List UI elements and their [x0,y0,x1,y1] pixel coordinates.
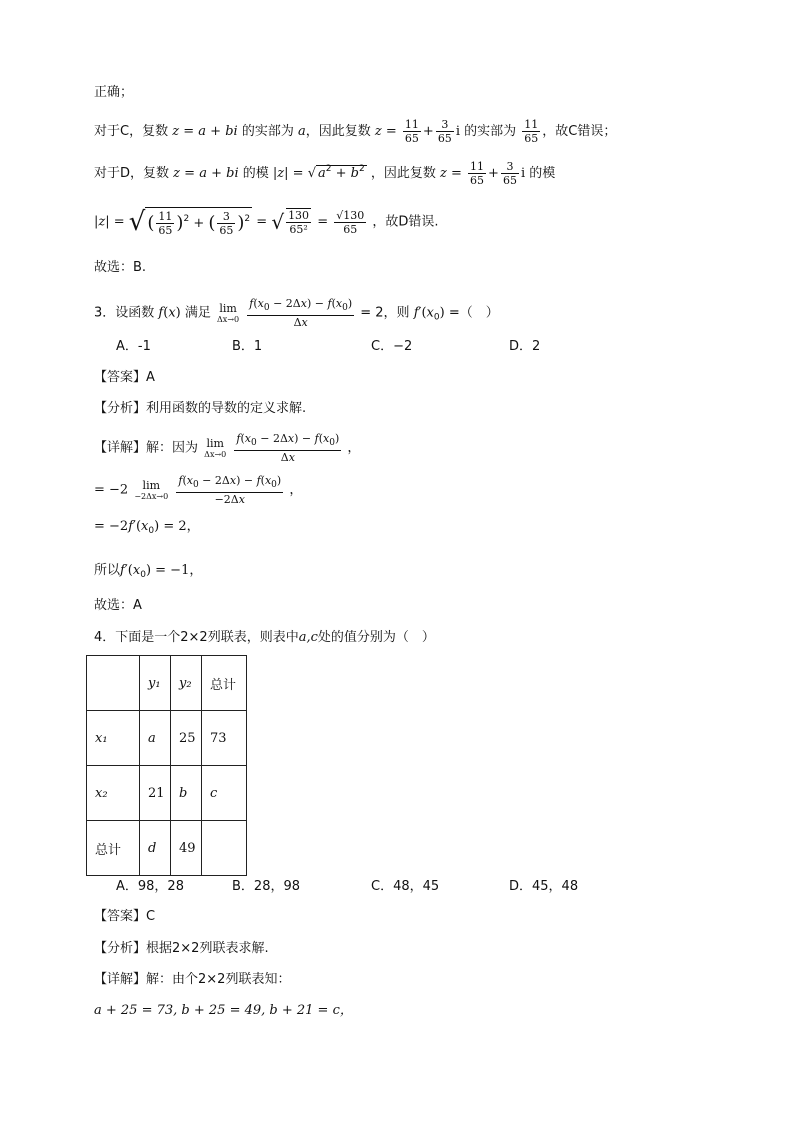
analysis-tag: 【分析】 [94,401,147,416]
q3-conclusion: 所以$f'(x_0) = -1$， [94,563,203,580]
q3-step-3: = $-2f'(x_0) = 2$， [94,519,200,536]
table-row [87,656,247,711]
detail-tag: 【详解】 [94,972,147,987]
table-cell: 总计 [202,656,247,711]
step2-prefix: = −2 [94,482,129,498]
q4-option-a: A．98，28 [116,879,184,894]
table-cell: 49 [171,821,202,876]
table-cell [202,821,247,876]
option-c-analysis: 对于C，复数 z = a + bi 的实部为 a，因此复数 z = $\frac{11}{65}$ + $\frac{3}{65}$ i 的实部为 $\frac{11}{65}$ ，故C错误； [94,118,617,145]
c-suffix: ，故C错误； [542,124,617,139]
detail-comma: ， [347,440,361,456]
c-mid1: 的实部为 [241,124,294,139]
d-mid2: ，因此复数 [370,166,436,181]
table-cell: x₂ [87,766,140,821]
analysis-tag: 【分析】 [94,941,147,956]
c-mid3: 的实部为 [464,124,517,139]
q3-stem-eq: = 2，则 [360,305,410,321]
q4-stem-end: 处的值分别为（ ） [317,630,435,645]
d-suffix: 的模 [529,166,556,181]
table-cell: 21 [140,766,171,821]
q3-answer [94,369,155,387]
table-cell: a [140,711,171,766]
detail-text: 解：由个2×2列联表知： [146,972,291,987]
table-cell: y₂ [171,656,202,711]
q4-equation: a + 25 = 73, b + 25 = 49, b + 21 = c， [94,1003,353,1018]
table-row [87,711,247,766]
answer-tag: 【答案】 [94,370,147,385]
q3-option-b: B．1 [232,339,263,354]
table-cell: d [140,821,171,876]
c-prefix: 对于C，复数 [94,124,169,139]
q3-detail: 【详解】解：因为 lim Δx→0 $\frac{f(x_0 - 2\Delta x) - f(x_0)}{\Delta x}$ ， [94,432,361,464]
q4-option-d: D．45，48 [509,879,579,894]
q4-option-b: B．28，98 [232,879,301,894]
q3-stem-pre: 3．设函数 [94,305,155,321]
table-cell: c [202,766,247,821]
table-cell: x₁ [87,711,140,766]
answer-tag: 【答案】 [94,909,147,924]
table-cell: y₁ [140,656,171,711]
table-row [87,821,247,876]
detail-tag: 【详解】 [94,440,147,456]
text-correct: 正确； [94,85,134,100]
d-line2-suffix: ，故D错误. [372,214,439,230]
q4-option-c: C．48，45 [371,879,440,894]
option-d-analysis: 对于D，复数 z = a + bi 的模 |z| = √ $a^2 + b^2$ ，因此复数 z = $\frac{11}{65}$ + $\frac{3}{65}$ i 的模 [94,160,556,187]
d-mid1: 的模 [242,166,269,181]
table-row [87,766,247,821]
q3-option-a: A．-1 [116,339,151,354]
q4-stem [94,629,435,647]
d-prefix: 对于D，复数 [94,166,170,181]
table-cell: 25 [171,711,202,766]
so-text: 所以 [94,563,121,578]
q3-step-2: = −2 lim −2Δx→0 $\frac{f(x_0 - 2\Delta x) - f(x_0)}{-2\Delta x}$ ， [94,474,303,506]
q4-stem-text: 4．下面是一个2×2列联表，则表中 [94,630,299,645]
analysis-text: 根据2×2列联表求解. [146,941,269,956]
table-cell: 总计 [87,821,140,876]
q4-answer [94,908,155,926]
q3-stem-end: =（ ） [448,305,499,321]
modulus-formula: |z| = √ ( $\frac{11}{65}$ )$^2$ + ( $\frac{3}{65}$ )$^2$ = √ $\frac{130}{\text{65²}}$ = $\frac{√130}{65}$ ，故D错误. [94,207,439,237]
q3-choice: 故选：A [94,598,142,613]
q4-analysis [94,940,269,958]
detail-pre: 解：因为 [146,440,199,456]
step3-end: = 2， [163,519,200,534]
q3-analysis [94,400,306,418]
c-mid2: ，因此复数 [305,124,371,139]
formula: z [172,124,180,139]
q4-stem-vars: a,c [298,630,318,645]
table-cell: 73 [202,711,247,766]
table-cell: b [171,766,202,821]
table-cell [87,656,140,711]
so-end: = −1， [155,563,203,578]
analysis-text: 利用函数的导数的定义求解. [146,401,307,416]
answer-value: C [146,909,156,924]
q3-option-c: C．−2 [371,339,413,354]
q4-detail [94,971,290,989]
contingency-table [86,655,247,876]
q3-option-d: D．2 [509,339,541,354]
prev-choice: 故选：B. [94,260,147,275]
q3-stem: 3．设函数 f(x) 满足 lim Δx→0 $\frac{f(x_0 - 2\Delta x) - f(x_0)}{\Delta x}$ = 2，则 $f'(x_0)$ =（ ） [94,297,499,329]
q3-stem-mid: 满足 [184,305,211,321]
answer-value: A [146,370,155,385]
